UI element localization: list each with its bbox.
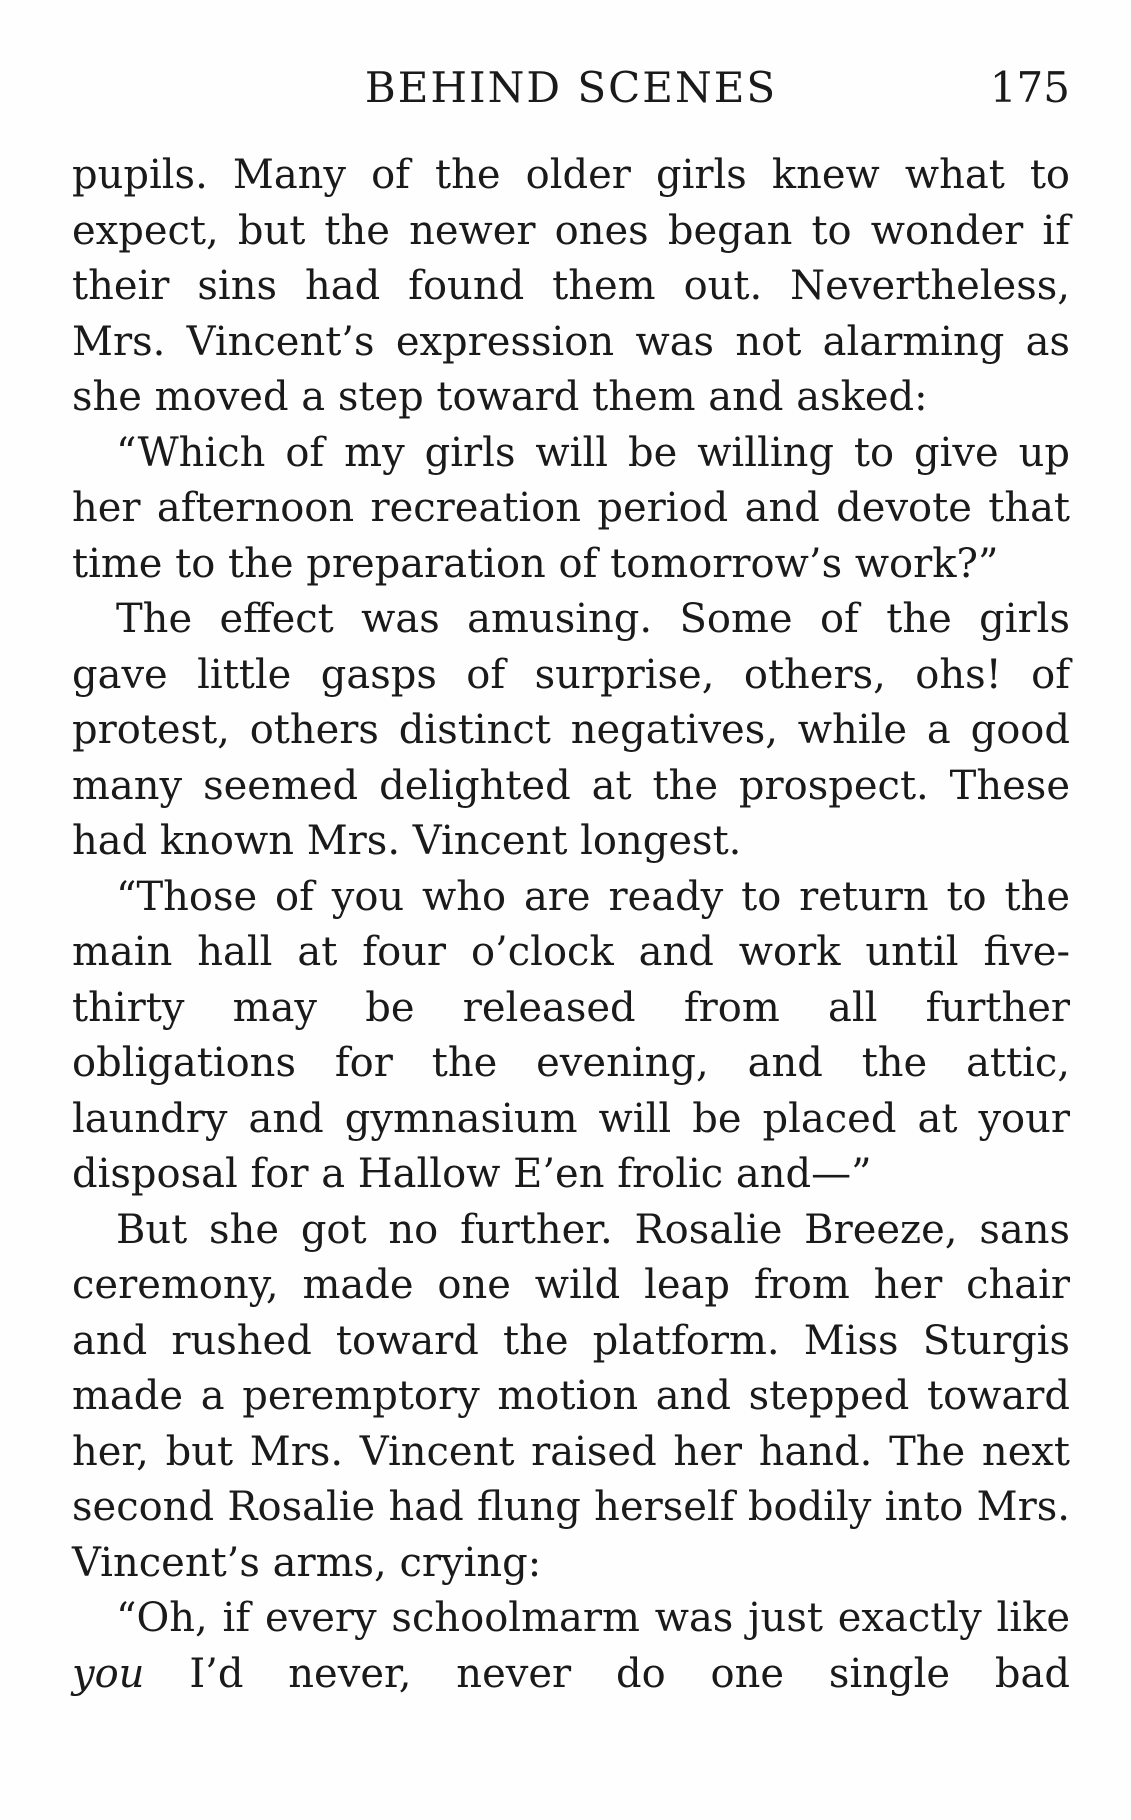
paragraph-text: I’d never, never do one single bad	[144, 1650, 1070, 1697]
paragraph: “Which of my girls will be willing to give up her afternoon recreation period and devote that time to the preparation of tomorrow’s work?”	[72, 429, 1070, 587]
paragraph	[72, 1591, 1070, 1702]
paragraph: The effect was amusing. Some of the girls gave little gasps of surprise, others, ohs! of protest, others distinct negatives, while a good many seemed delighted at the prospect. These had known Mrs. Vincent longest.	[72, 596, 1070, 864]
page-header	[72, 58, 1070, 118]
emphasized-word: you	[72, 1650, 145, 1697]
body-text	[72, 148, 1070, 1702]
running-head: BEHIND SCENES	[364, 63, 778, 112]
paragraph: “Those of you who are ready to return to the main hall at four o’clock and work until five-thirty may be released from all further obligations for the evening, and the attic, laundry and gymnasium will be placed at your disposal for a Hallow E’en frolic and—”	[72, 873, 1070, 1197]
paragraph: But she got no further. Rosalie Breeze, sans ceremony, made one wild leap from her chair and rushed toward the platform. Miss Sturgis made a peremptory motion and stepped toward her, but Mrs. Vincent raised her hand. The next second Rosalie had flung herself bodily into Mrs. Vincent’s arms, crying:	[72, 1206, 1070, 1586]
page-number: 175	[989, 63, 1070, 112]
paragraph-text: “Oh, if every schoolmarm was just exactly like	[116, 1595, 1070, 1641]
paragraph: pupils. Many of the older girls knew what to expect, but the newer ones began to wonder if their sins had found them out. Nevertheless, Mrs. Vincent’s expression was not alarming as she moved a step toward them and asked:	[72, 152, 1070, 420]
